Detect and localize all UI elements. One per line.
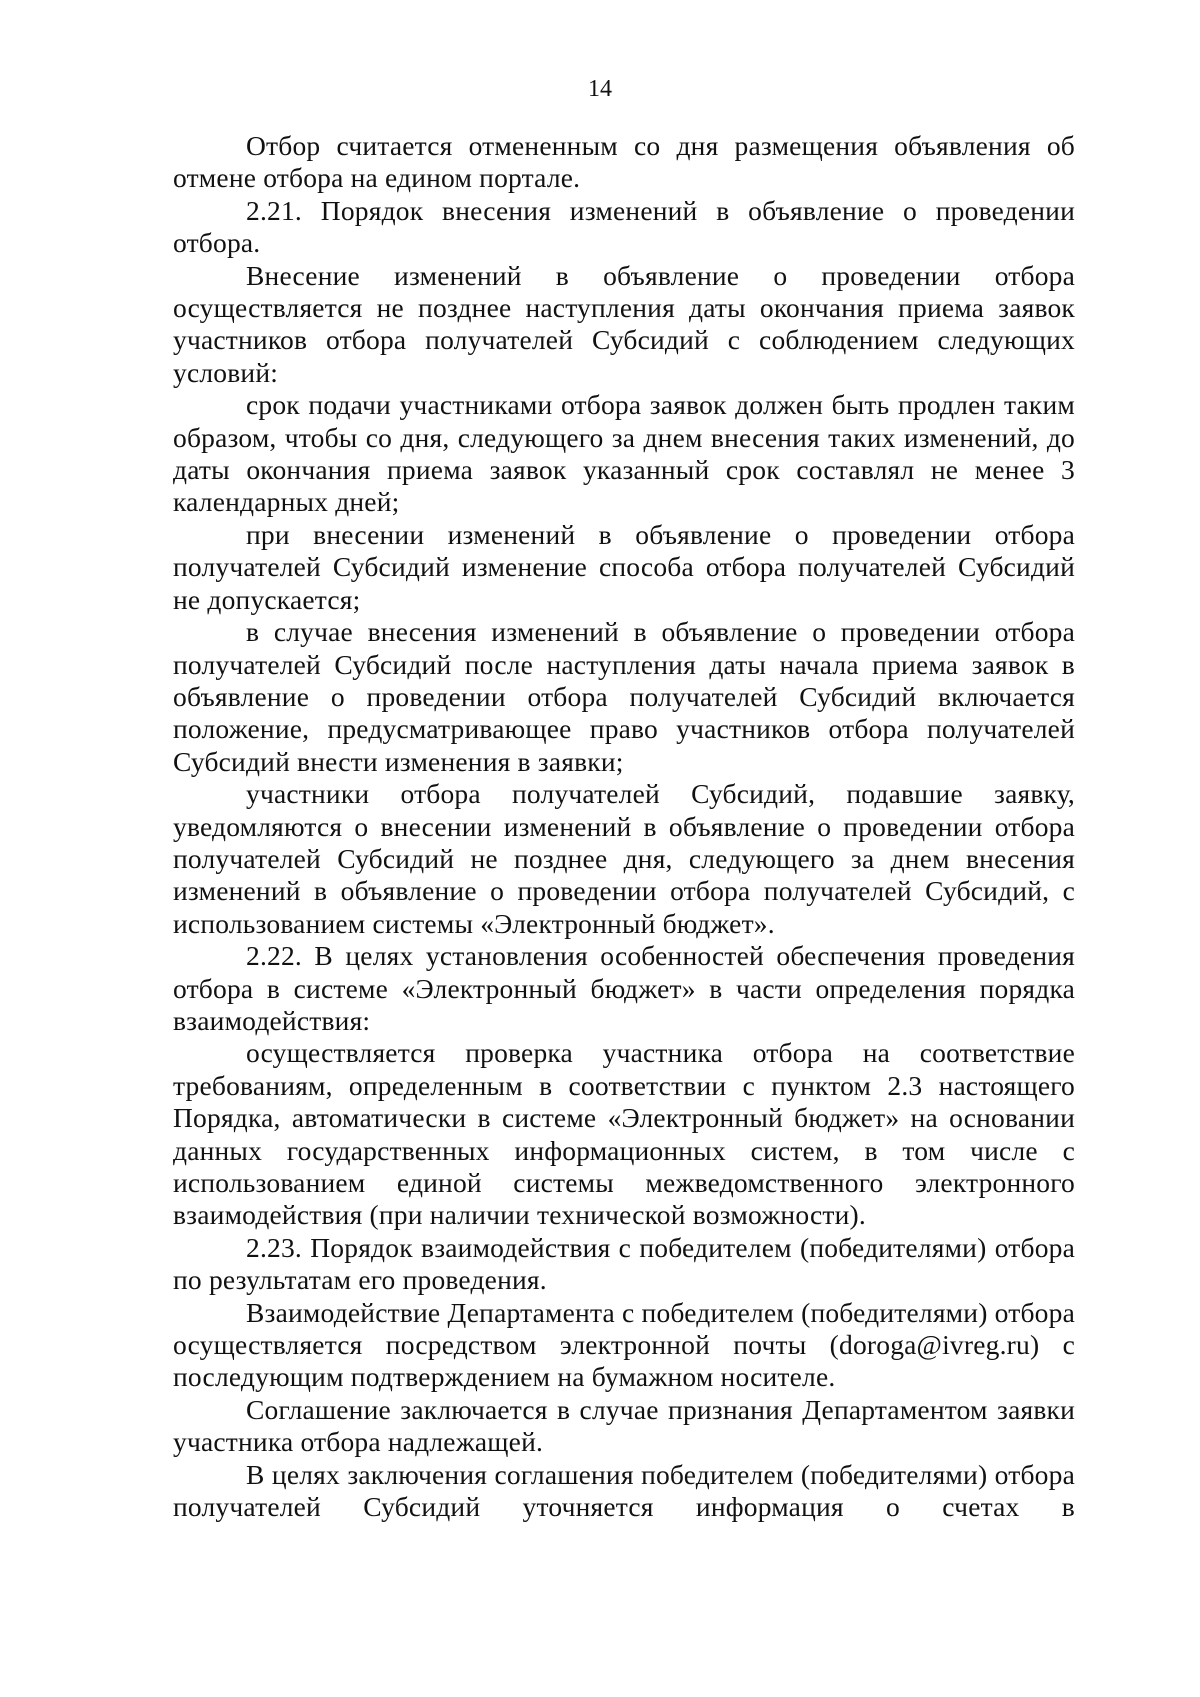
section-heading: 2.23. Порядок взаимодействия с победителем (победителями) отбора по результатам его проведения. — [173, 1231, 1075, 1296]
paragraph: Внесение изменений в объявление о проведении отбора осуществляется не позднее наступления даты окончания приема заявок участников отбора получателей Субсидий с соблюдением следующих условий: — [173, 259, 1075, 388]
list-item: участники отбора получателей Субсидий, подавшие заявку, уведомляются о внесении изменений в объявление о проведении отбора получателей Субсидий не позднее дня, следующего за днем внесения изменений в объявление о проведении отбора получателей Субсидий, с использованием системы «Электронный бюджет». — [173, 778, 1075, 939]
document-body — [173, 130, 1075, 1523]
paragraph: Соглашение заключается в случае признания Департаментом заявки участника отбора надлежащей. — [173, 1393, 1075, 1458]
list-item: при внесении изменений в объявление о проведении отбора получателей Субсидий изменение способа отбора получателей Субсидий не допускается; — [173, 518, 1075, 615]
paragraph: Отбор считается отмененным со дня размещения объявления об отмене отбора на едином портале. — [173, 130, 1075, 194]
paragraph: Взаимодействие Департамента с победителем (победителями) отбора осуществляется посредством электронной почты (doroga@ivreg.ru) с последующим подтверждением на бумажном носителе. — [173, 1296, 1075, 1393]
list-item: в случае внесения изменений в объявление о проведении отбора получателей Субсидий после наступления даты начала приема заявок в объявление о проведении отбора получателей Субсидий включается положение, предусматривающее право участников отбора получателей Субсидий внести изменения в заявки; — [173, 616, 1075, 777]
page-number: 14 — [588, 76, 612, 102]
paragraph: В целях заключения соглашения победителем (победителями) отбора получателей Субсидий уточняется информация о счетах в — [173, 1458, 1075, 1523]
list-item: срок подачи участниками отбора заявок должен быть продлен таким образом, чтобы со дня, следующего за днем внесения таких изменений, до даты окончания приема заявок указанный срок составлял не менее 3 календарных дней; — [173, 389, 1075, 518]
list-item: осуществляется проверка участника отбора на соответствие требованиям, определенным в соответствии с пунктом 2.3 настоящего Порядка, автоматически в системе «Электронный бюджет» на основании данных государственных информационных систем, в том числе с использованием единой системы межведомственного электронного взаимодействия (при наличии технической возможности). — [173, 1037, 1075, 1231]
section-heading: 2.22. В целях установления особенностей обеспечения проведения отбора в системе «Электронный бюджет» в части определения порядка взаимодействия: — [173, 940, 1075, 1036]
section-heading: 2.21. Порядок внесения изменений в объявление о проведении отбора. — [173, 194, 1075, 259]
